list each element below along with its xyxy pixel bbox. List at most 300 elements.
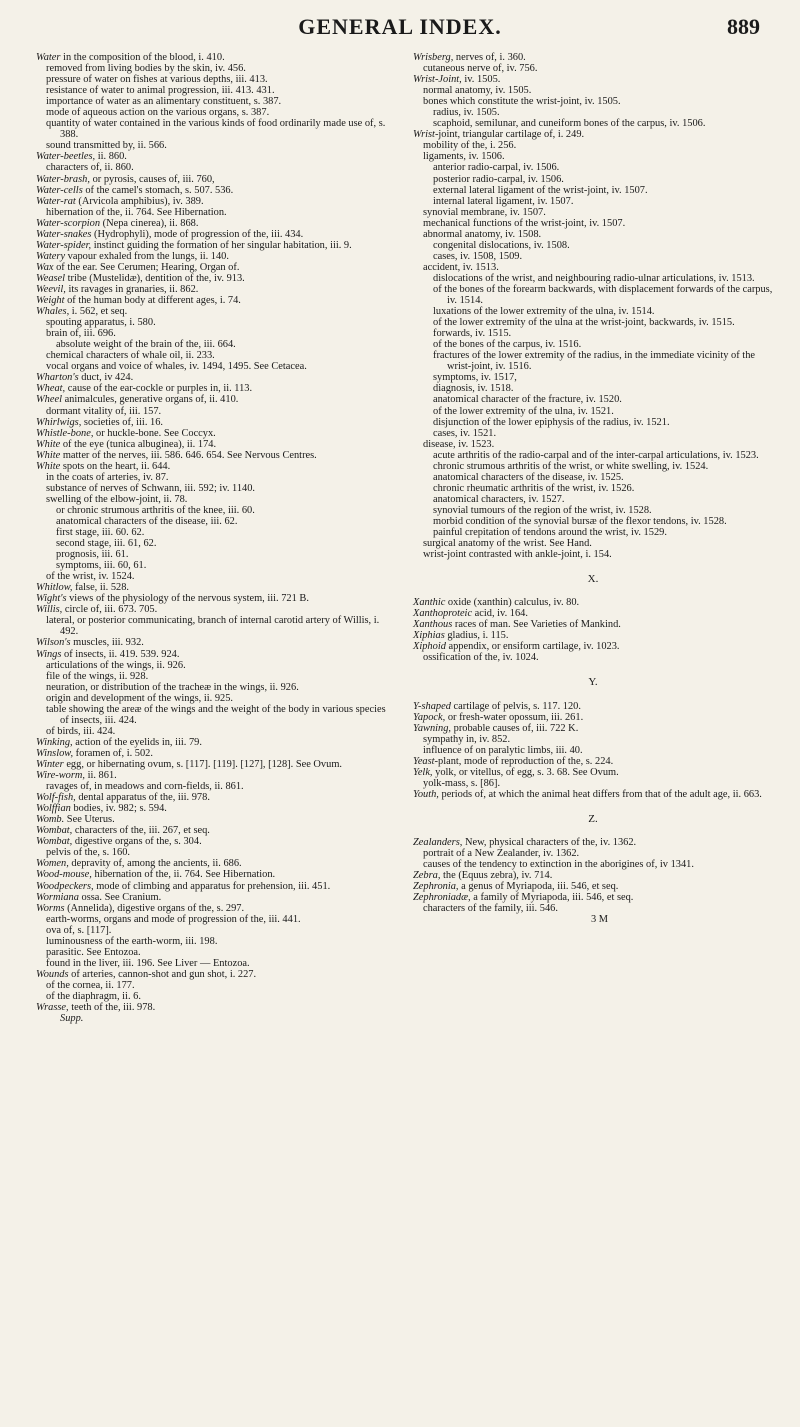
section-letter: Z. bbox=[588, 812, 598, 825]
section-letter: Y. bbox=[588, 676, 598, 689]
index-subentry bbox=[36, 118, 394, 140]
entry-text: anatomical characters of the disease, iii. 62. bbox=[56, 515, 238, 527]
entry-headword: Wrasse, bbox=[36, 1002, 69, 1014]
entry-headword: Wombat, bbox=[36, 825, 73, 837]
index-entry bbox=[36, 737, 394, 748]
entry-text: symptoms, iii. 60, 61. bbox=[56, 560, 147, 572]
entry-text: earth-worms, organs and mode of progression of the, iii. 441. bbox=[46, 913, 301, 925]
entry-text: spots on the heart, ii. 644. bbox=[60, 460, 171, 472]
entry-text: portrait of a New Zealander, iv. 1362. bbox=[423, 848, 580, 860]
entry-text: of the cornea, ii. 177. bbox=[46, 979, 135, 991]
index-entry bbox=[36, 461, 394, 472]
entry-text: (Annelida), digestive organs of the, s. 297. bbox=[64, 902, 245, 914]
entry-text: yolk, or vitellus, of egg, s. 3. 68. See Ovum. bbox=[432, 766, 619, 778]
entry-headword: Wounds bbox=[36, 968, 69, 980]
entry-text: circle of, iii. 673. 705. bbox=[62, 604, 158, 616]
page-title: GENERAL INDEX. bbox=[298, 14, 502, 39]
index-subentry bbox=[36, 682, 394, 693]
index-subentry bbox=[36, 615, 394, 637]
entry-text: cartilage of pelvis, s. 117. 120. bbox=[450, 700, 581, 712]
index-subentry bbox=[413, 196, 773, 207]
entry-text: of the human body at different ages, i. 74. bbox=[64, 295, 241, 307]
index-entry bbox=[413, 597, 773, 608]
entry-headword: Water-snakes bbox=[36, 228, 92, 240]
entry-text: origin and development of the wings, ii. 925. bbox=[46, 692, 234, 704]
index-subentry bbox=[36, 947, 394, 958]
index-subentry bbox=[413, 734, 773, 745]
entry-headword: Womb. bbox=[36, 814, 65, 826]
index-entry bbox=[36, 218, 394, 229]
entry-headword: Wheel bbox=[36, 394, 62, 406]
index-subentry bbox=[413, 273, 773, 284]
entry-headword: Woodpeckers, bbox=[36, 880, 94, 892]
entry-text: or fresh-water opossum, iii. 261. bbox=[445, 711, 584, 723]
index-entry bbox=[36, 295, 394, 306]
entry-text: mobility of the, i. 256. bbox=[423, 140, 517, 152]
index-subentry bbox=[36, 980, 394, 991]
entry-text: pelvis of the, s. 160. bbox=[46, 847, 130, 859]
entry-headword: Water-rat bbox=[36, 195, 76, 207]
index-subentry bbox=[36, 361, 394, 372]
index-entry bbox=[36, 881, 394, 892]
index-subentry bbox=[413, 428, 773, 439]
index-subentry bbox=[36, 660, 394, 671]
entry-text: anatomical character of the fracture, iv. 1520. bbox=[433, 394, 622, 406]
index-entry bbox=[36, 649, 394, 660]
index-entry bbox=[36, 372, 394, 383]
entry-text: teeth of the, iii. 978. bbox=[68, 1002, 156, 1014]
entry-text: matter of the nerves, iii. 586. 646. 654. See Nervous Centres. bbox=[60, 449, 317, 461]
entry-text: characters of, ii. 860. bbox=[46, 162, 134, 174]
entry-text: lateral, or posterior communicating, branch of internal carotid artery of Willis, i. 492. bbox=[46, 615, 380, 638]
index-subentry bbox=[413, 372, 773, 383]
entry-headword: Water-scorpion bbox=[36, 217, 101, 229]
entry-text: disease, iv. 1523. bbox=[423, 438, 495, 450]
entry-text: of the eye (tunica albuginea), ii. 174. bbox=[60, 438, 217, 450]
index-subentry bbox=[36, 538, 394, 549]
entry-text: parasitic. See Entozoa. bbox=[46, 946, 141, 958]
entry-headword: Wolf-fish, bbox=[36, 792, 76, 804]
entry-text: foramen of, i. 502. bbox=[73, 747, 153, 759]
entry-text: of the lower extremity of the ulna at the wrist-joint, backwards, iv. 1515. bbox=[433, 317, 735, 329]
index-subentry bbox=[36, 85, 394, 96]
entry-text: internal lateral ligament, iv. 1507. bbox=[433, 195, 574, 207]
index-subentry bbox=[413, 284, 773, 306]
index-subentry bbox=[36, 494, 394, 505]
entry-text: prognosis, iii. 61. bbox=[56, 549, 129, 561]
entry-headword: Wharton's bbox=[36, 372, 79, 384]
entry-text: external lateral ligament of the wrist-joint, iv. 1507. bbox=[433, 184, 648, 196]
entry-text: appendix, or ensiform cartilage, iv. 1023. bbox=[445, 641, 620, 653]
signature-mark: 3 M bbox=[591, 914, 609, 926]
entry-text: races of man. See Varieties of Mankind. bbox=[452, 619, 621, 631]
index-entry bbox=[36, 593, 394, 604]
index-subentry bbox=[36, 339, 394, 350]
index-subentry bbox=[413, 328, 773, 339]
entry-text: depravity of, among the ancients, ii. 686. bbox=[68, 858, 242, 870]
index-subentry bbox=[36, 571, 394, 582]
left-index-column bbox=[36, 52, 394, 1024]
entry-text: i. 562, et seq. bbox=[69, 306, 128, 318]
entry-text: symptoms, iv. 1517, bbox=[433, 372, 517, 384]
index-subentry bbox=[36, 140, 394, 151]
index-subentry bbox=[413, 516, 773, 527]
index-subentry bbox=[413, 472, 773, 483]
entry-text: of insects, ii. 419. 539. 924. bbox=[61, 648, 180, 660]
entry-headword: Water-cells bbox=[36, 184, 83, 196]
index-entry bbox=[36, 858, 394, 869]
entry-text: anatomical characters of the disease, iv. 1525. bbox=[433, 471, 624, 483]
entry-text: anatomical characters, iv. 1527. bbox=[433, 493, 565, 505]
index-entry bbox=[413, 870, 773, 881]
index-subentry bbox=[36, 693, 394, 704]
right-index-column bbox=[413, 52, 773, 925]
entry-text: the (Equus zebra), iv. 714. bbox=[440, 870, 553, 882]
entry-headword: Zephronia, bbox=[413, 881, 459, 893]
entry-text: oxide (xanthin) calculus, iv. 80. bbox=[445, 597, 580, 609]
index-entry bbox=[36, 969, 394, 980]
entry-text: first stage, iii. 60. 62. bbox=[56, 527, 145, 539]
index-entry bbox=[36, 229, 394, 240]
index-entry bbox=[36, 383, 394, 394]
index-entry bbox=[36, 174, 394, 185]
index-entry bbox=[36, 428, 394, 439]
index-subentry bbox=[36, 483, 394, 494]
index-subentry bbox=[36, 74, 394, 85]
index-entry bbox=[36, 52, 394, 63]
entry-headword: Zephroniadæ, bbox=[413, 892, 471, 904]
entry-text: removed from living bodies by the skin, iv. 456. bbox=[46, 63, 246, 75]
entry-text: of the diaphragm, ii. 6. bbox=[46, 990, 141, 1002]
index-entry bbox=[413, 129, 773, 140]
entry-headword: Whistle-bone, bbox=[36, 427, 94, 439]
entry-text: luminousness of the earth-worm, iii. 198. bbox=[46, 935, 218, 947]
index-entry bbox=[413, 701, 773, 712]
entry-headword: Wheat, bbox=[36, 383, 66, 395]
entry-text: New, physical characters of the, iv. 1362. bbox=[462, 837, 637, 848]
entry-headword: Wormiana bbox=[36, 891, 79, 903]
entry-text: cause of the ear-cockle or purples in, ii. 113. bbox=[65, 383, 253, 395]
index-subentry bbox=[413, 174, 773, 185]
entry-headword: Watery bbox=[36, 250, 66, 262]
entry-text: of the lower extremity of the ulna, iv. 1521. bbox=[433, 405, 614, 417]
entry-text: false, ii. 528. bbox=[72, 582, 130, 594]
entry-text: posterior radio-carpal, iv. 1506. bbox=[433, 173, 564, 185]
entry-text: anterior radio-carpal, iv. 1506. bbox=[433, 162, 560, 174]
entry-headword: Xanthoproteic bbox=[413, 608, 473, 620]
entry-text: mechanical functions of the wrist-joint, iv. 1507. bbox=[423, 217, 626, 229]
entry-text: in the composition of the blood, i. 410. bbox=[60, 52, 225, 63]
index-entry bbox=[36, 770, 394, 781]
index-entry bbox=[36, 803, 394, 814]
entry-text: of the bones of the forearm backwards, with displacement forwards of the carpus, iv. 1514. bbox=[433, 283, 773, 307]
index-entry bbox=[413, 767, 773, 778]
index-subentry bbox=[36, 107, 394, 118]
index-subentry bbox=[413, 140, 773, 151]
entry-text: of the ear. See Cerumen; Hearing, Organ of. bbox=[53, 261, 240, 273]
entry-text: (Hydrophyli), mode of progression of the, iii. 434. bbox=[91, 228, 304, 240]
entry-text: mode of aqueous action on the various organs, s. 387. bbox=[46, 107, 270, 119]
entry-headword: Wire-worm, bbox=[36, 770, 85, 782]
index-subentry bbox=[36, 406, 394, 417]
entry-headword: Xiphias bbox=[413, 630, 445, 642]
index-entry bbox=[36, 836, 394, 847]
index-subentry bbox=[36, 350, 394, 361]
entry-text: found in the liver, iii. 196. See Liver — Entozoa. bbox=[46, 957, 250, 969]
index-subentry bbox=[413, 505, 773, 516]
entry-text: neuration, or distribution of the tracheæ in the wings, ii. 926. bbox=[46, 681, 299, 693]
index-entry bbox=[413, 52, 773, 63]
entry-text: substance of nerves of Schwann, iii. 592; iv. 1140. bbox=[46, 482, 256, 494]
index-entry bbox=[36, 759, 394, 770]
entry-text: ova of, s. [117]. bbox=[46, 924, 112, 936]
index-subentry bbox=[36, 472, 394, 483]
index-subentry bbox=[413, 848, 773, 859]
index-subentry bbox=[413, 903, 773, 914]
index-subentry bbox=[413, 859, 773, 870]
index-subentry bbox=[36, 958, 394, 969]
entry-headword: Xanthic bbox=[413, 597, 446, 609]
entry-text: normal anatomy, iv. 1505. bbox=[423, 85, 532, 97]
index-entry bbox=[36, 151, 394, 162]
page-number: 889 bbox=[727, 14, 760, 39]
entry-text: second stage, iii. 61, 62. bbox=[56, 538, 157, 550]
entry-text: iv. 1505. bbox=[461, 74, 501, 86]
index-entry bbox=[36, 582, 394, 593]
entry-headword: White bbox=[36, 438, 61, 450]
entry-text: a family of Myriapoda, iii. 546, et seq. bbox=[470, 892, 634, 904]
entry-text: accident, iv. 1513. bbox=[423, 261, 499, 273]
running-header bbox=[40, 14, 760, 42]
entry-text: a genus of Myriapoda, iii. 546, et seq. bbox=[458, 881, 619, 893]
index-subentry bbox=[36, 527, 394, 538]
entry-headword: Water-beetles, bbox=[36, 151, 96, 163]
index-entry bbox=[36, 196, 394, 207]
index-subentry bbox=[413, 461, 773, 472]
entry-headword: Yapock, bbox=[413, 711, 446, 723]
entry-text: digestive organs of the, s. 304. bbox=[72, 836, 202, 848]
index-entry bbox=[413, 837, 773, 848]
index-subentry bbox=[413, 229, 773, 240]
entry-text: vapour exhaled from the lungs, ii. 140. bbox=[65, 250, 229, 262]
entry-headword: Winslow, bbox=[36, 747, 74, 759]
index-subentry bbox=[413, 652, 773, 663]
index-entry bbox=[36, 604, 394, 615]
entry-text: fractures of the lower extremity of the radius, in the immediate vicinity of the wrist-joint, iv. 1516. bbox=[433, 350, 756, 373]
index-subentry bbox=[413, 549, 773, 560]
entry-text: resistance of water to animal progression, iii. 413. 431. bbox=[46, 85, 275, 97]
entry-text: characters of the, iii. 267, et seq. bbox=[72, 825, 210, 837]
entry-text: morbid condition of the synovial bursæ of the flexor tendons, iv. 1528. bbox=[433, 515, 727, 527]
entry-headword: Wings bbox=[36, 648, 62, 660]
entry-headword: Water-brash, bbox=[36, 173, 90, 185]
entry-headword: Weasel bbox=[36, 272, 66, 284]
entry-text: or pyrosis, causes of, iii. 760, bbox=[89, 173, 215, 185]
entry-text: scaphoid, semilunar, and cuneiform bones of the carpus, iv. 1506. bbox=[433, 118, 706, 130]
entry-text: of the bones of the carpus, iv. 1516. bbox=[433, 339, 582, 351]
catchword: Supp. bbox=[60, 1013, 84, 1025]
entry-text: ravages of, in meadows and corn-fields, ii. 861. bbox=[46, 781, 244, 793]
entry-text: See Uterus. bbox=[64, 814, 115, 826]
entry-headword: Water bbox=[36, 52, 61, 63]
entry-text: cases, iv. 1508, 1509. bbox=[433, 250, 523, 262]
index-entry bbox=[36, 417, 394, 428]
entry-text: acid, iv. 164. bbox=[472, 608, 528, 620]
entry-text: luxations of the lower extremity of the ulna, iv. 1514. bbox=[433, 306, 655, 318]
entry-text: articulations of the wings, ii. 926. bbox=[46, 659, 186, 671]
entry-headword: Yawning, bbox=[413, 722, 452, 734]
index-subentry bbox=[36, 328, 394, 339]
entry-headword: Whitlow, bbox=[36, 582, 73, 594]
entry-text: vocal organs and voice of whales, iv. 1494, 1495. See Cetacea. bbox=[46, 361, 307, 373]
index-entry bbox=[36, 306, 394, 317]
entry-headword: Xanthous bbox=[413, 619, 453, 631]
entry-text: yolk-mass, s. [86]. bbox=[423, 777, 501, 789]
entry-text: joint, triangular cartilage of, i. 249. bbox=[438, 129, 585, 141]
index-subentry bbox=[36, 505, 394, 516]
index-subentry bbox=[36, 207, 394, 218]
entry-text: table showing the areæ of the wings and the weight of the body in various species of insects, iii. 424. bbox=[46, 703, 386, 726]
index-subentry bbox=[413, 151, 773, 162]
entry-headword: Wrist- bbox=[413, 129, 439, 141]
entry-headword: Wilson's bbox=[36, 637, 71, 649]
entry-text: hibernation of the, ii. 764. See Hibernation. bbox=[91, 869, 276, 881]
index-subentry bbox=[36, 936, 394, 947]
entry-text: ossa. See Cranium. bbox=[78, 891, 162, 903]
entry-text: of the camel's stomach, s. 507. 536. bbox=[82, 184, 234, 196]
index-entry bbox=[36, 792, 394, 803]
index-entry bbox=[36, 240, 394, 251]
entry-text: gladius, i. 115. bbox=[444, 630, 509, 642]
entry-text: absolute weight of the brain of the, iii. 664. bbox=[56, 339, 236, 351]
entry-text: influence of on paralytic limbs, iii. 40. bbox=[423, 744, 583, 756]
entry-text: ii. 860. bbox=[95, 151, 127, 163]
entry-text: muscles, iii. 932. bbox=[70, 637, 144, 649]
entry-text: characters of the family, iii. 546. bbox=[423, 903, 558, 915]
entry-text: importance of water as an alimentary constituent, s. 387. bbox=[46, 96, 282, 108]
index-subentry bbox=[413, 218, 773, 229]
entry-text: ossification of the, iv. 1024. bbox=[423, 652, 539, 664]
index-subentry bbox=[413, 494, 773, 505]
entry-text: (Nepa cinerea), ii. 868. bbox=[100, 217, 199, 229]
entry-text: sympathy in, iv. 852. bbox=[423, 733, 511, 745]
entry-text: of arteries, cannon-shot and gun shot, i. 227. bbox=[68, 968, 257, 980]
index-subentry bbox=[413, 383, 773, 394]
entry-text: abnormal anatomy, iv. 1508. bbox=[423, 228, 542, 240]
index-entry bbox=[36, 450, 394, 461]
entry-headword: Yeast- bbox=[413, 755, 439, 767]
entry-text: chronic strumous arthritis of the wrist, or white swelling, iv. 1524. bbox=[433, 460, 709, 472]
index-subentry bbox=[413, 317, 773, 328]
index-subentry bbox=[413, 483, 773, 494]
entry-text: radius, iv. 1505. bbox=[433, 107, 500, 119]
index-subentry bbox=[36, 671, 394, 682]
entry-text: action of the eyelids in, iii. 79. bbox=[72, 736, 202, 748]
entry-text: of the wrist, iv. 1524. bbox=[46, 571, 135, 583]
entry-text: dormant vitality of, iii. 157. bbox=[46, 405, 162, 417]
index-entry bbox=[413, 641, 773, 652]
entry-text: synovial membrane, iv. 1507. bbox=[423, 206, 546, 218]
entry-text: chronic rheumatic arthritis of the wrist, iv. 1526. bbox=[433, 482, 635, 494]
entry-text: acute arthritis of the radio-carpal and of the inter-carpal articulations, iv. 1523. bbox=[433, 449, 759, 461]
entry-text: forwards, iv. 1515. bbox=[433, 328, 512, 340]
index-subentry bbox=[413, 350, 773, 372]
entry-text: dental apparatus of the, iii. 978. bbox=[75, 792, 210, 804]
entry-headword: Wombat, bbox=[36, 836, 73, 848]
entry-headword: Zebra, bbox=[413, 870, 441, 882]
entry-text: ligaments, iv. 1506. bbox=[423, 151, 505, 163]
entry-headword: Xiphoid bbox=[413, 641, 446, 653]
entry-text: of birds, iii. 424. bbox=[46, 725, 116, 737]
index-entry bbox=[413, 712, 773, 723]
entry-headword: Winter bbox=[36, 759, 64, 770]
entry-headword: Wood-mouse, bbox=[36, 869, 92, 881]
index-subentry bbox=[36, 560, 394, 571]
index-entry bbox=[36, 273, 394, 284]
entry-text: dislocations of the wrist, and neighbouring radio-ulnar articulations, iv. 1513. bbox=[433, 272, 755, 284]
index-subentry bbox=[36, 726, 394, 737]
entry-text: (Arvicola amphibius), iv. 389. bbox=[75, 195, 204, 207]
index-subentry bbox=[413, 96, 773, 107]
index-entry bbox=[36, 284, 394, 295]
index-entry bbox=[413, 74, 773, 85]
entry-text: instinct guiding the formation of her singular habitation, iii. 9. bbox=[91, 239, 352, 251]
entry-text: or chronic strumous arthritis of the knee, iii. 60. bbox=[56, 504, 255, 516]
entry-text: cutaneous nerve of, iv. 756. bbox=[423, 63, 538, 75]
index-entry bbox=[36, 903, 394, 914]
index-subentry bbox=[36, 96, 394, 107]
index-subentry bbox=[36, 704, 394, 726]
index-subentry bbox=[413, 262, 773, 273]
index-subentry bbox=[413, 185, 773, 196]
index-subentry bbox=[36, 317, 394, 328]
index-entry bbox=[36, 814, 394, 825]
index-entry bbox=[36, 262, 394, 273]
index-subentry bbox=[413, 745, 773, 756]
entry-text: pressure of water on fishes at various depths, iii. 413. bbox=[46, 74, 268, 86]
entry-headword: Whirlwigs, bbox=[36, 416, 82, 428]
index-subentry bbox=[36, 914, 394, 925]
entry-text: wrist-joint contrasted with ankle-joint, i. 154. bbox=[423, 549, 612, 561]
index-subentry bbox=[36, 516, 394, 527]
entry-text: causes of the tendency to extinction in the aborigines of, iv 1341. bbox=[423, 859, 694, 871]
entry-text: bones which constitute the wrist-joint, iv. 1505. bbox=[423, 96, 621, 108]
entry-text: painful crepitation of tendons around the wrist, iv. 1529. bbox=[433, 527, 667, 539]
index-subentry bbox=[413, 394, 773, 405]
index-entry bbox=[36, 394, 394, 405]
index-subentry bbox=[413, 538, 773, 549]
entry-headword: Willis, bbox=[36, 604, 63, 616]
entry-text: in the coats of arteries, iv. 87. bbox=[46, 471, 169, 483]
index-subentry bbox=[36, 549, 394, 560]
index-entry bbox=[413, 789, 773, 800]
entry-headword: Zealanders, bbox=[413, 837, 463, 848]
index-entry bbox=[36, 185, 394, 196]
entry-text: congenital dislocations, iv. 1508. bbox=[433, 239, 570, 251]
index-subentry bbox=[413, 439, 773, 450]
entry-text: bodies, iv. 982; s. 594. bbox=[70, 803, 167, 815]
index-subentry bbox=[413, 240, 773, 251]
entry-text: mode of climbing and apparatus for prehension, iii. 451. bbox=[93, 880, 331, 892]
index-entry bbox=[36, 892, 394, 903]
index-entry bbox=[36, 748, 394, 759]
entry-headword: Women, bbox=[36, 858, 69, 870]
entry-headword: Yelk, bbox=[413, 766, 433, 778]
index-subentry bbox=[413, 107, 773, 118]
index-subentry bbox=[413, 527, 773, 538]
index-subentry bbox=[413, 118, 773, 129]
entry-headword: White bbox=[36, 460, 61, 472]
